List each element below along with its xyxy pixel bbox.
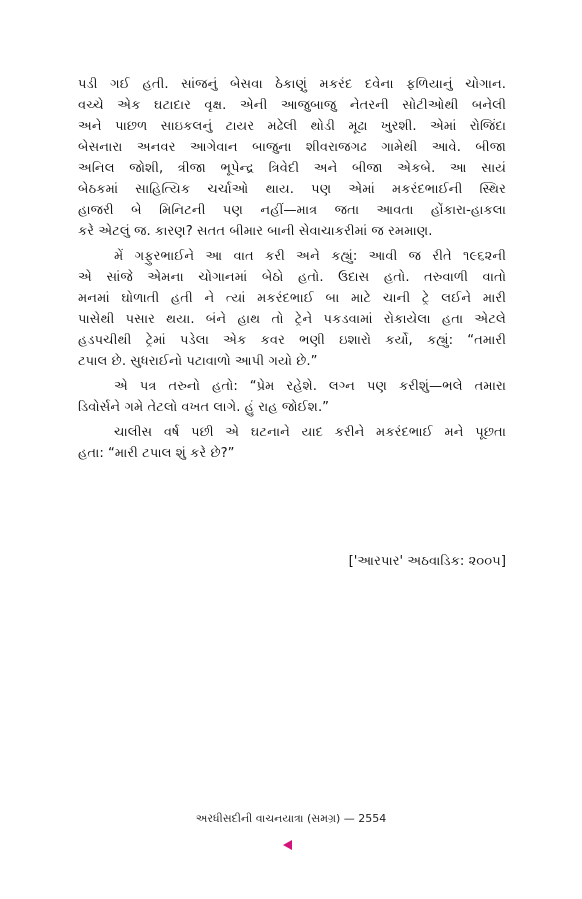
paragraph xyxy=(78,74,506,242)
text-line: મેં ગફુરભાઈને આ વાત કરી અને કહ્યું: આવી જ રીતે ૧૯૬૨ની xyxy=(114,249,506,264)
text-line: પડી ગઈ હતી. સાંજનું બેસવા ઠેકાણું મકરંદ દવેના ફળિયાનું ચોગાન. xyxy=(78,77,506,92)
source-citation: ['આરપાર' અઠવાડિક: ૨૦૦૫] xyxy=(348,554,506,569)
text-line: હડપચીથી ટ્રેમાં પડેલા એક કવર ભણી ઇશારો કર્યો, કહ્યું: “તમારી xyxy=(78,333,506,348)
text-line: ડિવોર્સને ગમે તેટલો વખત લાગે. હું રાહ જોઈશ.” xyxy=(78,400,329,415)
text-line: બેઠકમાં સાહિત્યિક ચર્ચાઓ થાય. પણ એમાં મકરંદભાઈની સ્થિર xyxy=(78,182,506,197)
text-line: ચાલીસ વર્ષ પછી એ ઘટનાને યાદ કરીને મકરંદભાઈ મને પૂછતા xyxy=(114,425,506,440)
text-line: પાસેથી પસાર થયા. બંને હાથ તો ટ્રેને પકડવામાં રોકાયેલા હતા એટલે xyxy=(78,312,506,327)
body-text xyxy=(78,74,506,464)
paragraph xyxy=(78,422,506,464)
text-line: અનિલ જોશી, ત્રીજા ભૂપેન્દ્ર ત્રિવેદી અને બીજા એકબે. આ સાયં xyxy=(78,161,506,176)
text-line: મનમાં ઘોળાતી હતી ને ત્યાં મકરંદભાઈ બા માટે ચાની ટ્રે લઈને મારી xyxy=(78,291,506,306)
paragraph xyxy=(78,376,506,418)
text-line: ટપાલ છે. સુધરાઈનો પટાવાળો આપી ગયો છે.” xyxy=(78,354,318,369)
text-line: કરે એટલું જ. કારણ? સતત બીમાર બાની સેવાચાકરીમાં જ રમમાણ. xyxy=(78,224,433,239)
text-line: હતા: “મારી ટપાલ શું કરે છે?” xyxy=(78,446,235,461)
text-line: એ સાંજે એમના ચોગાનમાં બેઠો હતો. ઉદાસ હતો. તરુવાળી વાતો xyxy=(78,270,506,285)
text-line: અને પાછળ સાઇકલનું ટાયર મઢેલી થોડી મૂઢા ખુરશી. એમાં રોજિંદા xyxy=(78,119,506,134)
paragraph xyxy=(78,246,506,372)
text-line: એ પત્ર તરુનો હતો: “પ્રેમ રહેશે. લગ્ન પણ કરીશું—ભલે તમારા xyxy=(114,379,506,394)
page-footer: અરધીસદીની વાચનયાત્રા (સમગ્ર) — 2554 xyxy=(195,812,387,825)
text-line: હાજરી બે મિનિટની પણ નહીં—માત્ર જતા આવતા હોંકારા-હાકલા xyxy=(78,203,506,218)
previous-page-icon[interactable] xyxy=(283,840,292,850)
text-line: બેસનારા અનવર આગેવાન બાજુના શીવરાજગઢ ગામેથી આવે. બીજા xyxy=(78,140,506,155)
text-line: વચ્ચે એક ઘટાદાર વૃક્ષ. એની આજુબાજુ નેતરની સોટીઓથી બનેલી xyxy=(78,98,506,113)
